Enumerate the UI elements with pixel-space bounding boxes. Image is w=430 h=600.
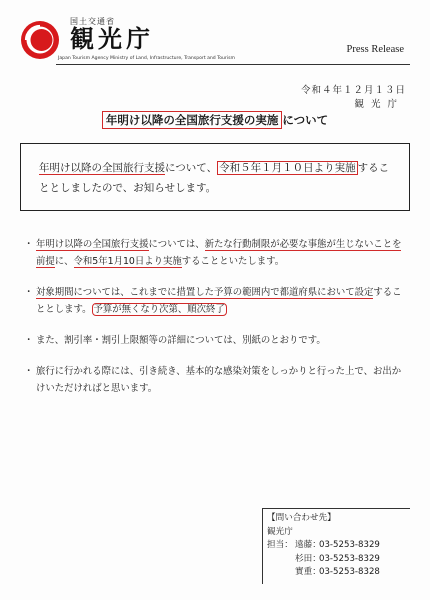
bullet-dot: ・ [24, 287, 34, 298]
contact-box [262, 508, 410, 584]
jta-logo-icon [20, 20, 60, 60]
bullet-text: することとします。 [36, 287, 402, 315]
contact-row [267, 553, 406, 567]
bullet-item [24, 236, 410, 270]
contact-phone: 03-5253-8328 [319, 567, 380, 577]
agency-english-name: Japan Tourism Agency Ministry of Land, Infrastructure, Transport and Tourism [58, 56, 235, 61]
contact-heading: 【問い合わせ先】 [267, 513, 336, 523]
bullet-item [24, 284, 410, 318]
summary-text-1: について、 [165, 162, 218, 174]
contact-person: 遠藤： [295, 540, 321, 550]
contact-row [267, 566, 406, 580]
contact-person: 杉田： [295, 553, 321, 564]
document-title [0, 112, 430, 128]
summary-date-highlight: 令和５年１月１０日より実施 [219, 162, 356, 174]
title-highlight: 年明け以降の全国旅行支援の実施 [102, 111, 283, 129]
contact-phone: 03-5253-8329 [319, 540, 380, 550]
bullet-underlined: 年明け以降の全国旅行支援 [36, 239, 149, 250]
bullet-underlined: 令和5年1月10日より実施 [73, 256, 182, 267]
press-release-label: Press Release [346, 44, 404, 55]
bullet-text: に、 [54, 256, 74, 267]
bullet-text: 旅行に行かれる際には、引き続き、基本的な感染対策をしっかりと行った上で、お出かけいただければと思います。 [36, 366, 402, 394]
bullet-dot: ・ [24, 366, 34, 377]
contact-row [267, 539, 406, 553]
contact-role: 担当： [267, 540, 293, 550]
bullet-underlined: 対象期間については、これまでに措置した予算の範囲内で都道府県において設定 [36, 287, 374, 298]
bullet-list [24, 236, 410, 411]
bullet-dot: ・ [24, 335, 34, 346]
issuer: 観光庁 [354, 99, 404, 110]
bullet-dot: ・ [24, 239, 34, 250]
contact-org: 観光庁 [267, 526, 293, 537]
release-date: 令和４年１２月１３日 [300, 85, 406, 96]
bullet-item [24, 332, 410, 349]
contact-phone: 03-5253-8329 [319, 553, 380, 564]
bullet-underlined: 新たな行動制限が必要な事態が生じないことを前提 [36, 239, 402, 267]
summary-box [20, 143, 410, 211]
contact-person: 實重： [295, 567, 321, 577]
ministry-label: 国土交通省 [70, 17, 115, 26]
bullet-text: については、 [148, 239, 205, 250]
bullet-text: することといたします。 [181, 256, 285, 267]
summary-text-2: することとしましたので、お知らせします。 [39, 162, 390, 194]
header-divider [56, 64, 410, 65]
bullet-boxed-highlight: 予算が無くなり次第、順次終了 [93, 304, 225, 315]
bullet-text: また、割引率・割引上限額等の詳細については、別紙のとおりです。 [36, 335, 326, 346]
bullet-item [24, 363, 410, 397]
title-suffix: について [282, 113, 329, 127]
agency-name: 観光庁 [70, 25, 154, 53]
summary-underlined: 年明け以降の全国旅行支援 [39, 162, 165, 174]
